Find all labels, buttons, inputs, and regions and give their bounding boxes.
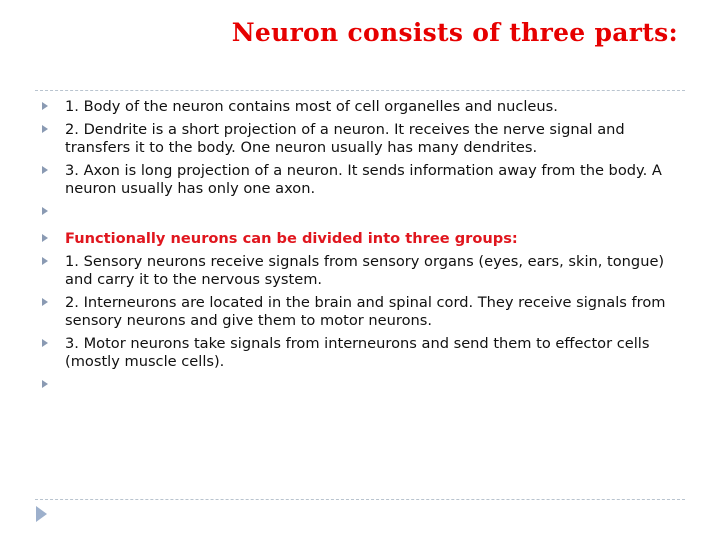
section-heading: Functionally neurons can be divided into three groups: bbox=[65, 230, 518, 247]
list-item bbox=[42, 335, 672, 371]
bullet-arrow-icon bbox=[42, 298, 48, 306]
list-item bbox=[42, 98, 672, 116]
bullet-arrow-icon bbox=[42, 102, 48, 110]
list-item-text: 2. Interneurons are located in the brain and spinal cord. They receive signals from sensory neurons and give them to motor neurons. bbox=[65, 294, 666, 329]
list-item-empty bbox=[42, 376, 672, 394]
bullet-arrow-icon bbox=[42, 339, 48, 347]
list-item-empty bbox=[42, 203, 672, 221]
bullet-arrow-icon bbox=[42, 234, 48, 242]
bullet-arrow-icon bbox=[42, 207, 48, 215]
slide-title: Neuron consists of three parts: bbox=[231, 18, 678, 47]
bullet-arrow-icon bbox=[42, 166, 48, 174]
bullet-arrow-icon bbox=[42, 380, 48, 388]
list-item bbox=[42, 121, 672, 157]
list-item bbox=[42, 253, 672, 289]
list-item-text: 1. Body of the neuron contains most of cell organelles and nucleus. bbox=[65, 98, 558, 115]
list-item-text: 3. Motor neurons take signals from interneurons and send them to effector cells (mostly muscle cells). bbox=[65, 335, 650, 370]
top-divider bbox=[35, 90, 685, 91]
list-item-text: 3. Axon is long projection of a neuron. It sends information away from the body. A neuron usually has only one axon. bbox=[65, 162, 662, 197]
list-item-text: 2. Dendrite is a short projection of a neuron. It receives the nerve signal and transfers it to the body. One neuron usually has many dendrites. bbox=[65, 121, 625, 156]
triangle-right-icon[interactable] bbox=[36, 506, 47, 522]
bullet-arrow-icon bbox=[42, 257, 48, 265]
bullet-arrow-icon bbox=[42, 125, 48, 133]
list-item bbox=[42, 162, 672, 198]
bullet-list bbox=[42, 98, 672, 403]
bottom-divider bbox=[35, 499, 685, 500]
list-item-heading bbox=[42, 230, 672, 248]
list-item bbox=[42, 294, 672, 330]
list-item-text: 1. Sensory neurons receive signals from sensory organs (eyes, ears, skin, tongue) and carry it to the nervous system. bbox=[65, 253, 665, 288]
